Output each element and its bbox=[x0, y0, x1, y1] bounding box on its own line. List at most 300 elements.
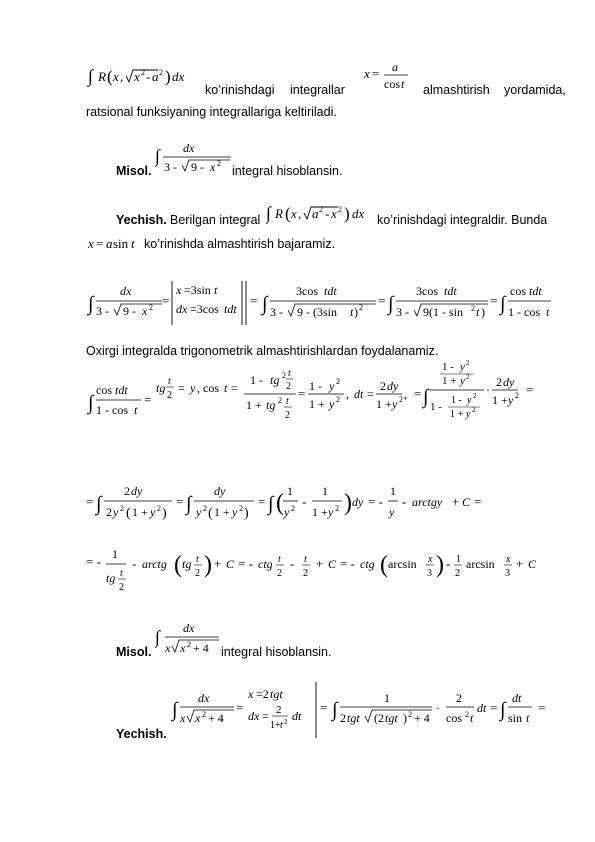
svg-text:2: 2 bbox=[340, 711, 346, 725]
formula-svg bbox=[86, 62, 198, 92]
svg-text:∫: ∫ bbox=[500, 699, 506, 721]
svg-text:y: y bbox=[329, 397, 335, 411]
para1-word-almashtirish: almashtirish bbox=[423, 83, 490, 97]
svg-text:tg: tg bbox=[106, 571, 116, 585]
svg-text:2: 2 bbox=[141, 68, 145, 77]
formula-svg bbox=[170, 676, 550, 742]
oxirgi-sentence: Oxirgi integralda trigonometrik almashtirishlardan foydalanamiz. bbox=[86, 344, 439, 358]
svg-text:∫: ∫ bbox=[88, 293, 94, 315]
svg-text:1 +: 1 + bbox=[309, 397, 325, 411]
svg-text:∫: ∫ bbox=[172, 699, 178, 721]
svg-text:= -: = - bbox=[340, 556, 355, 571]
svg-text:,: , bbox=[404, 387, 407, 401]
svg-text:,: , bbox=[298, 206, 302, 221]
svg-text:t: t bbox=[131, 236, 135, 251]
svg-text:1+: 1+ bbox=[270, 720, 281, 731]
svg-text:2: 2 bbox=[408, 710, 412, 719]
svg-text:=: = bbox=[490, 700, 498, 715]
svg-text:cos: cos bbox=[384, 77, 400, 91]
svg-text:t: t bbox=[120, 568, 123, 579]
yechish1-text-a: Berilgan integral bbox=[170, 213, 261, 227]
svg-text:dy: dy bbox=[131, 484, 143, 498]
svg-text:3 -: 3 - bbox=[396, 305, 409, 319]
svg-text:C: C bbox=[226, 557, 235, 571]
formula-svg bbox=[86, 540, 546, 608]
svg-text:1 +: 1 + bbox=[214, 505, 230, 519]
svg-text:x: x bbox=[88, 236, 94, 251]
formula-x-eq-a-sint bbox=[86, 234, 142, 259]
svg-text:2: 2 bbox=[471, 304, 475, 313]
formula-substitution-chain-1 bbox=[86, 275, 556, 336]
svg-text:dt: dt bbox=[512, 691, 522, 705]
svg-text:y: y bbox=[467, 395, 472, 406]
misol2-text: integral hisoblansin. bbox=[221, 645, 332, 659]
svg-text:3: 3 bbox=[505, 568, 510, 579]
svg-text:x: x bbox=[291, 206, 297, 221]
svg-text:1 -: 1 - bbox=[250, 373, 263, 387]
svg-text:ctg: ctg bbox=[360, 557, 375, 571]
svg-text:): ) bbox=[354, 305, 358, 319]
svg-text:2: 2 bbox=[187, 640, 191, 649]
svg-text:-: - bbox=[325, 206, 330, 221]
svg-text:y: y bbox=[190, 381, 196, 395]
svg-text:dy: dy bbox=[387, 379, 399, 393]
svg-text:∫: ∫ bbox=[88, 392, 94, 414]
yechish1-text-b: ko’rinishdagi integraldir. Bunda bbox=[377, 213, 548, 227]
svg-text:2: 2 bbox=[124, 484, 130, 498]
svg-text:-: - bbox=[302, 494, 307, 509]
svg-text:=: = bbox=[176, 494, 184, 509]
svg-text:dx: dx bbox=[183, 141, 195, 155]
svg-text:+ 4: + 4 bbox=[193, 641, 209, 655]
svg-text:cos: cos bbox=[446, 711, 462, 725]
misol1-label: Misol. bbox=[116, 164, 152, 178]
misol2-label: Misol. bbox=[116, 645, 152, 659]
formula-svg bbox=[86, 354, 546, 434]
svg-text:(: ( bbox=[285, 204, 291, 223]
formula-svg bbox=[155, 138, 235, 178]
svg-text:tdt: tdt bbox=[224, 302, 237, 316]
svg-text:a: a bbox=[106, 236, 113, 251]
svg-text:t: t bbox=[286, 396, 289, 407]
svg-text:=3cos: =3cos bbox=[190, 302, 219, 316]
svg-text:2: 2 bbox=[496, 375, 502, 389]
para1-word-integrallar: integrallar bbox=[290, 83, 345, 97]
svg-text:-: - bbox=[132, 556, 137, 571]
svg-text:t: t bbox=[168, 376, 171, 387]
svg-text:2: 2 bbox=[120, 504, 124, 513]
svg-text:1 +: 1 + bbox=[132, 505, 148, 519]
svg-text:2: 2 bbox=[336, 377, 340, 386]
svg-text:arctgy: arctgy bbox=[412, 495, 443, 509]
svg-text:tdt: tdt bbox=[324, 284, 337, 298]
svg-text:,: , bbox=[120, 69, 124, 84]
svg-text:x: x bbox=[142, 304, 148, 318]
svg-text:1: 1 bbox=[384, 691, 390, 705]
svg-text:+ 4: + 4 bbox=[414, 711, 430, 725]
svg-text:2: 2 bbox=[217, 159, 221, 168]
svg-text:2: 2 bbox=[278, 396, 282, 405]
svg-text:x: x bbox=[113, 69, 119, 84]
svg-text:∫: ∫ bbox=[155, 627, 160, 647]
svg-text:1 -: 1 - bbox=[451, 395, 462, 406]
svg-text:2: 2 bbox=[359, 303, 363, 312]
svg-text:y: y bbox=[328, 505, 334, 519]
svg-text:x: x bbox=[176, 283, 182, 297]
svg-text:dy: dy bbox=[214, 484, 226, 498]
svg-text:(: ( bbox=[107, 67, 113, 86]
svg-text:x: x bbox=[331, 206, 337, 221]
svg-text:2: 2 bbox=[284, 718, 288, 726]
svg-text:y: y bbox=[329, 379, 335, 393]
svg-text:∫: ∫ bbox=[186, 493, 192, 515]
svg-text:2: 2 bbox=[119, 582, 124, 593]
yechish1-text-c: ko’rinishda almashtirish bajaramiz. bbox=[144, 237, 336, 251]
svg-text:+: + bbox=[316, 556, 324, 571]
svg-text:): ) bbox=[162, 506, 167, 521]
formula-x-eq-a-over-cost bbox=[362, 58, 412, 99]
svg-text:-: - bbox=[402, 494, 407, 509]
svg-text:t: t bbox=[546, 305, 550, 319]
svg-text:2: 2 bbox=[473, 392, 477, 400]
svg-text:dx: dx bbox=[120, 284, 132, 298]
svg-text:(: ( bbox=[208, 506, 213, 521]
svg-text:∫: ∫ bbox=[268, 493, 274, 515]
svg-text:∫: ∫ bbox=[262, 293, 268, 315]
svg-text:y: y bbox=[508, 393, 514, 407]
svg-text:2: 2 bbox=[203, 504, 207, 513]
svg-text:tdt: tdt bbox=[115, 383, 128, 397]
svg-text:-: - bbox=[446, 556, 451, 571]
svg-text:=: = bbox=[236, 700, 244, 715]
svg-text:1: 1 bbox=[322, 484, 328, 498]
svg-text:y: y bbox=[392, 397, 398, 411]
para1-word-yordamida: yordamida, bbox=[504, 83, 566, 97]
svg-text:=: = bbox=[298, 386, 306, 401]
svg-text:1 +: 1 + bbox=[492, 393, 508, 407]
svg-text:dy: dy bbox=[352, 495, 364, 509]
svg-text:sin: sin bbox=[508, 711, 523, 725]
svg-text:=: = bbox=[414, 386, 422, 401]
svg-text:+: + bbox=[452, 494, 460, 509]
svg-text:): ) bbox=[481, 305, 485, 319]
svg-text:∫: ∫ bbox=[388, 293, 394, 315]
svg-text:2: 2 bbox=[159, 68, 163, 77]
svg-text:=: = bbox=[250, 293, 258, 308]
svg-text:dt: dt bbox=[477, 701, 487, 715]
formula-svg bbox=[155, 618, 223, 660]
formula-final-answer bbox=[86, 540, 546, 613]
svg-text:t: t bbox=[526, 711, 530, 725]
svg-text:): ) bbox=[165, 67, 171, 86]
formula-misol2-integral bbox=[155, 618, 223, 665]
svg-text:=: = bbox=[372, 66, 380, 81]
svg-text:2: 2 bbox=[466, 359, 470, 367]
svg-text:=: = bbox=[262, 709, 269, 723]
svg-text:t: t bbox=[470, 711, 474, 725]
svg-text:dt: dt bbox=[354, 387, 364, 401]
svg-text:2: 2 bbox=[202, 710, 206, 719]
svg-text:tgt: tgt bbox=[270, 687, 283, 701]
svg-text:2: 2 bbox=[285, 410, 290, 421]
svg-text:x: x bbox=[364, 66, 370, 81]
svg-text:=: = bbox=[96, 236, 104, 251]
svg-text:2: 2 bbox=[291, 504, 295, 513]
svg-text:9 -: 9 - bbox=[191, 160, 204, 174]
svg-text:): ) bbox=[344, 490, 352, 516]
svg-text:dy: dy bbox=[503, 375, 515, 389]
svg-text:tgt: tgt bbox=[385, 711, 398, 725]
svg-text:1: 1 bbox=[112, 547, 118, 561]
svg-text:cos: cos bbox=[510, 284, 526, 298]
svg-text:2: 2 bbox=[282, 371, 286, 380]
yechish1-label: Yechish. bbox=[116, 213, 167, 227]
svg-text:= -: = - bbox=[86, 554, 101, 569]
svg-text:=: = bbox=[258, 494, 266, 509]
formula-svg bbox=[86, 275, 556, 331]
svg-text:tg: tg bbox=[156, 381, 166, 395]
svg-text:2: 2 bbox=[472, 406, 476, 414]
svg-text:y: y bbox=[460, 361, 465, 373]
svg-text:=: = bbox=[178, 381, 185, 395]
svg-text:1: 1 bbox=[287, 484, 293, 498]
svg-text:x: x bbox=[428, 554, 433, 565]
svg-text:y: y bbox=[232, 505, 238, 519]
formula-partial-fractions bbox=[86, 480, 506, 531]
svg-text:ctg: ctg bbox=[258, 557, 273, 571]
svg-text:2: 2 bbox=[303, 568, 308, 579]
svg-text:sin: sin bbox=[113, 236, 129, 251]
svg-text:x: x bbox=[210, 160, 216, 174]
svg-text:2: 2 bbox=[319, 205, 323, 214]
svg-text:2: 2 bbox=[380, 379, 386, 393]
svg-text:y: y bbox=[150, 505, 156, 519]
svg-text:2: 2 bbox=[466, 373, 470, 381]
svg-text:2: 2 bbox=[335, 504, 339, 513]
svg-text:, cos: , cos bbox=[197, 381, 219, 395]
svg-text:y: y bbox=[389, 505, 395, 519]
svg-text:tg: tg bbox=[266, 398, 276, 412]
svg-text:t: t bbox=[196, 554, 199, 565]
svg-text:=: = bbox=[526, 382, 534, 397]
svg-text:(: ( bbox=[276, 490, 284, 516]
svg-text:2: 2 bbox=[338, 205, 342, 214]
svg-text:1 +: 1 + bbox=[450, 409, 464, 420]
svg-text:2: 2 bbox=[276, 704, 282, 716]
svg-text:=: = bbox=[367, 387, 374, 401]
svg-text:=: = bbox=[490, 293, 498, 308]
svg-text:2: 2 bbox=[239, 504, 243, 513]
svg-text:1: 1 bbox=[390, 484, 396, 498]
svg-text:3cos: 3cos bbox=[416, 284, 438, 298]
svg-text:dx: dx bbox=[183, 621, 195, 635]
svg-text:x: x bbox=[180, 641, 186, 655]
svg-text:-: - bbox=[146, 69, 151, 84]
svg-text:3 -: 3 - bbox=[96, 304, 109, 318]
svg-text:C: C bbox=[328, 557, 337, 571]
svg-text:9 -: 9 - bbox=[123, 304, 136, 318]
yechish2-label: Yechish. bbox=[116, 727, 167, 741]
svg-text:t: t bbox=[134, 403, 138, 417]
svg-text:): ) bbox=[204, 552, 212, 578]
svg-text:t: t bbox=[224, 381, 228, 395]
svg-text:=3sin: =3sin bbox=[184, 283, 211, 297]
svg-text:=: = bbox=[474, 494, 482, 509]
svg-text:-: - bbox=[290, 556, 295, 571]
svg-text:3 -: 3 - bbox=[270, 305, 283, 319]
svg-text:x: x bbox=[180, 711, 186, 725]
svg-text:arctg: arctg bbox=[142, 557, 167, 571]
svg-text:·: · bbox=[486, 383, 490, 397]
svg-text:3cos: 3cos bbox=[296, 284, 318, 298]
svg-text:1 -: 1 - bbox=[309, 379, 322, 393]
svg-text:y: y bbox=[284, 505, 290, 519]
svg-text:2: 2 bbox=[399, 395, 403, 404]
svg-text:): ) bbox=[244, 506, 249, 521]
svg-text:=2: =2 bbox=[256, 687, 269, 701]
svg-text:2: 2 bbox=[195, 568, 200, 579]
svg-text:2: 2 bbox=[277, 568, 282, 579]
svg-text:dx: dx bbox=[176, 302, 188, 316]
svg-text:): ) bbox=[436, 552, 444, 578]
svg-text:∫: ∫ bbox=[96, 493, 102, 515]
svg-text:): ) bbox=[344, 204, 350, 223]
svg-text:R: R bbox=[275, 206, 283, 221]
svg-text:= -: = - bbox=[368, 494, 383, 509]
svg-text:9 - (3sin: 9 - (3sin bbox=[297, 305, 337, 319]
svg-text:+ 4: + 4 bbox=[208, 711, 224, 725]
svg-text:t: t bbox=[278, 554, 281, 565]
svg-text:): ) bbox=[403, 711, 407, 725]
svg-text:a: a bbox=[312, 206, 319, 221]
svg-text:,: , bbox=[346, 387, 349, 401]
svg-text:a: a bbox=[392, 60, 398, 74]
svg-text:y: y bbox=[460, 375, 465, 387]
svg-text:=: = bbox=[162, 293, 170, 308]
svg-text:∫: ∫ bbox=[88, 66, 93, 86]
formula-svg bbox=[362, 58, 412, 94]
svg-text:x: x bbox=[506, 554, 511, 565]
svg-text:x: x bbox=[165, 641, 171, 655]
svg-text:∫: ∫ bbox=[155, 146, 160, 166]
svg-text:2: 2 bbox=[515, 391, 519, 400]
svg-text:tg: tg bbox=[270, 373, 280, 387]
svg-text:=: = bbox=[144, 392, 152, 407]
svg-text:∫: ∫ bbox=[332, 699, 338, 721]
svg-text:t: t bbox=[476, 305, 480, 319]
svg-text:(: ( bbox=[126, 506, 131, 521]
svg-text:cos: cos bbox=[96, 383, 112, 397]
svg-text:∫: ∫ bbox=[500, 293, 506, 315]
svg-text:arcsin: arcsin bbox=[388, 557, 417, 571]
svg-text:∫: ∫ bbox=[266, 203, 271, 223]
svg-text:R: R bbox=[98, 69, 106, 84]
svg-text:tdt: tdt bbox=[529, 284, 542, 298]
formula-svg bbox=[266, 199, 378, 229]
formula-yechish2-chain bbox=[170, 676, 550, 747]
svg-text:x: x bbox=[248, 687, 254, 701]
svg-text:1 +: 1 + bbox=[376, 397, 392, 411]
formula-svg bbox=[86, 234, 142, 254]
svg-text:tg: tg bbox=[182, 557, 192, 571]
svg-text:2: 2 bbox=[106, 505, 112, 519]
svg-text:C: C bbox=[462, 495, 471, 509]
svg-text:1 +: 1 + bbox=[246, 398, 262, 412]
svg-text:dx: dx bbox=[198, 691, 210, 705]
svg-text:1 +: 1 + bbox=[312, 505, 328, 519]
svg-text:dt: dt bbox=[292, 709, 302, 723]
svg-text:2: 2 bbox=[167, 390, 172, 401]
para1-word-korinishdagi: ko’rinishdagi bbox=[205, 83, 275, 97]
svg-text:= -: = - bbox=[238, 556, 253, 571]
svg-text:t: t bbox=[288, 368, 291, 379]
svg-text:1 - cos: 1 - cos bbox=[508, 305, 540, 319]
svg-text:·: · bbox=[436, 701, 440, 715]
svg-text:C: C bbox=[528, 557, 537, 571]
svg-text:=: = bbox=[320, 700, 328, 715]
svg-text:y: y bbox=[113, 505, 119, 519]
svg-text:tdt: tdt bbox=[444, 284, 457, 298]
svg-text:1 -: 1 - bbox=[442, 361, 454, 373]
svg-text:1 - cos: 1 - cos bbox=[96, 403, 128, 417]
svg-text:=: = bbox=[86, 494, 94, 509]
svg-text:+: + bbox=[516, 556, 524, 571]
formula-misol1-integral bbox=[155, 138, 235, 183]
svg-text:=: = bbox=[538, 700, 546, 715]
svg-text:+: + bbox=[214, 556, 222, 571]
svg-text:a: a bbox=[152, 69, 159, 84]
svg-text:2: 2 bbox=[157, 504, 161, 513]
svg-text:9(1 - sin: 9(1 - sin bbox=[423, 305, 463, 319]
formula-svg bbox=[86, 480, 506, 526]
svg-text:tgt: tgt bbox=[347, 711, 360, 725]
svg-text:(2: (2 bbox=[374, 711, 384, 725]
svg-text:arcsin: arcsin bbox=[466, 557, 495, 571]
svg-text:t: t bbox=[350, 305, 354, 319]
svg-text:=: = bbox=[378, 293, 386, 308]
svg-text:2: 2 bbox=[456, 691, 462, 705]
svg-text:2: 2 bbox=[465, 710, 469, 719]
misol1-text: integral hisoblansin. bbox=[232, 164, 343, 178]
svg-text:(: ( bbox=[174, 552, 182, 578]
svg-text:1: 1 bbox=[456, 554, 461, 565]
formula-int-R-x-sqrt-x2-a2 bbox=[86, 62, 198, 97]
svg-text:2: 2 bbox=[286, 381, 291, 392]
svg-text:(: ( bbox=[380, 552, 388, 578]
svg-text:2: 2 bbox=[149, 303, 153, 312]
formula-universal-substitution bbox=[86, 354, 546, 439]
formula-int-R-x-sqrt-a2-x2 bbox=[266, 199, 378, 234]
svg-text:=: = bbox=[231, 381, 238, 395]
svg-text:2: 2 bbox=[336, 395, 340, 404]
svg-text:1 +: 1 + bbox=[442, 375, 457, 387]
svg-text:x: x bbox=[195, 711, 201, 725]
svg-text:2: 2 bbox=[455, 568, 460, 579]
svg-text:3: 3 bbox=[427, 568, 432, 579]
svg-text:3 -: 3 - bbox=[164, 160, 177, 174]
svg-text:∫: ∫ bbox=[423, 386, 429, 408]
svg-text:dx: dx bbox=[352, 206, 365, 221]
svg-text:y: y bbox=[466, 409, 471, 420]
svg-text:dx: dx bbox=[172, 69, 185, 84]
svg-text:dx: dx bbox=[248, 709, 260, 723]
svg-text:x: x bbox=[134, 69, 140, 84]
svg-text:t: t bbox=[401, 77, 405, 91]
svg-text:t: t bbox=[304, 554, 307, 565]
para1-line2: ratsional funksiyaning integrallariga keltiriladi. bbox=[86, 105, 337, 119]
svg-text:1 -: 1 - bbox=[430, 401, 442, 413]
svg-text:t: t bbox=[214, 283, 218, 297]
